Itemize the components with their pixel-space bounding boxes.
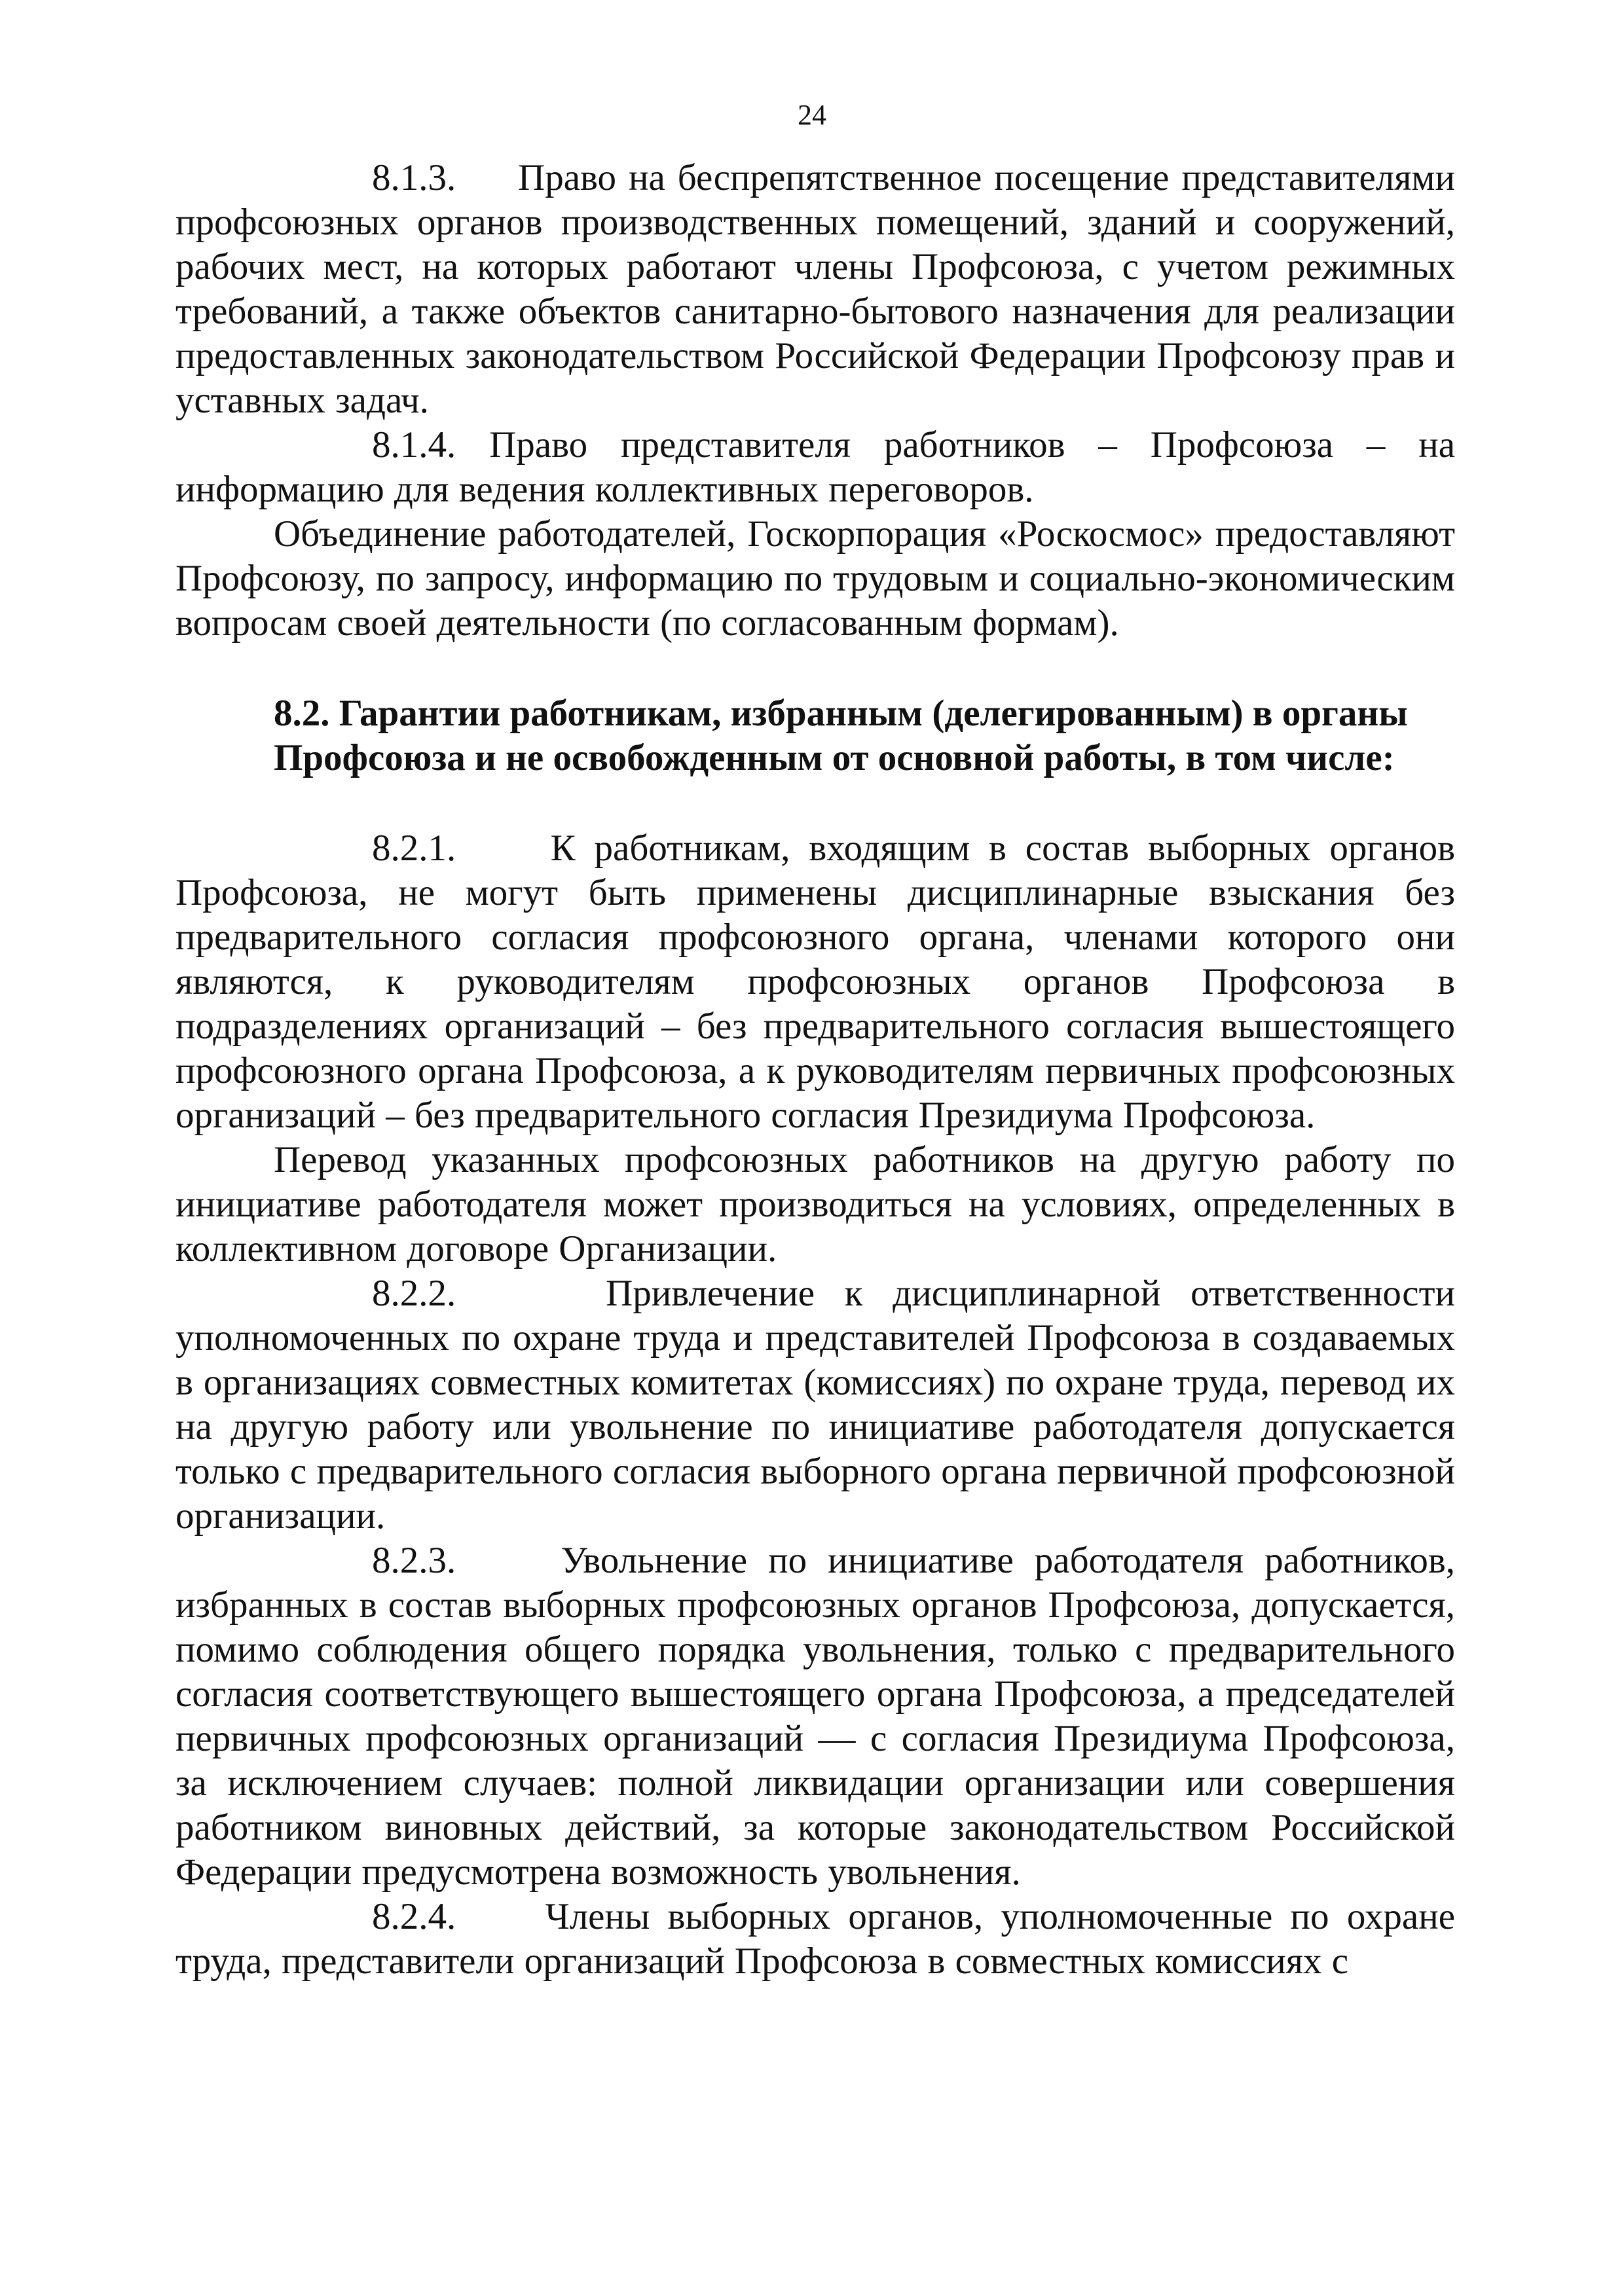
clause-text: Право представителя работников – Профсоюза – на информацию для ведения коллективных переговоров. [175, 424, 1456, 510]
paragraph-8-1-4 [175, 423, 1455, 512]
paragraph-8-2-3 [175, 1539, 1455, 1895]
paragraph-8-2-4 [175, 1895, 1455, 1984]
clause-text: Право на беспрепятственное посещение представителями профсоюзных органов производственных помещений, зданий и сооружений, рабочих мест, на которых работают члены Профсоюза, с учетом режимных требований, а также объектов санитарно-бытового назначения для реализации предоставленных законодательством Российской Федерации Профсоюзу прав и уставных задач. [175, 157, 1455, 421]
clause-number: 8.2.2. [372, 1273, 456, 1314]
clause-text: Перевод указанных профсоюзных работников на другую работу по инициативе работодателя может производиться на условиях, определенных в коллективном договоре Организации. [175, 1139, 1455, 1269]
heading-line-1: 8.2. Гарантии работникам, избранным (делегированным) в органы [274, 693, 1408, 734]
paragraph-8-1-3 [175, 156, 1455, 423]
clause-text: Привлечение к дисциплинарной ответственности уполномоченных по охране труда и представителей Профсоюза в создаваемых в организациях совместных комитетах (комиссиях) по охране труда, перевод их на другую работу или увольнение по инициативе работодателя допускается только с предварительного согласия выборного органа первичной профсоюзной организации. [175, 1273, 1455, 1537]
clause-number: 8.2.1. [372, 828, 456, 869]
clause-number: 8.1.4. [372, 424, 456, 465]
section-heading-8-2 [175, 691, 1455, 780]
paragraph-8-2-2 [175, 1271, 1455, 1539]
paragraph-8-2-1-continued [175, 1138, 1455, 1271]
page-number: 24 [798, 99, 826, 131]
clause-text: Объединение работодателей, Госкорпорация «Роскосмос» предоставляют Профсоюзу, по запросу, информацию по трудовым и социально-экономическим вопросам своей деятельности (по согласованным формам). [175, 513, 1455, 644]
document-body [175, 156, 1455, 1984]
clause-number: 8.2.3. [372, 1540, 456, 1581]
paragraph-8-2-1 [175, 826, 1455, 1138]
clause-number: 8.1.3. [372, 157, 456, 198]
clause-text: К работникам, входящим в состав выборных органов Профсоюза, не могут быть применены дисциплинарные взыскания без предварительного согласия профсоюзного органа, членами которого они являются, к руководителям профсоюзных органов Профсоюза в подразделениях организаций – без предварительного согласия вышестоящего профсоюзного органа Профсоюза, а к руководителям первичных профсоюзных организаций – без предварительного согласия Президиума Профсоюза. [175, 828, 1456, 1136]
paragraph-8-1-4-continued [175, 512, 1455, 646]
clause-text: Увольнение по инициативе работодателя работников, избранных в состав выборных профсоюзных органов Профсоюза, допускается, помимо соблюдения общего порядка увольнения, только с предварительного согласия соответствующего вышестоящего органа Профсоюза, а председателей первичных профсоюзных организаций — с согласия Президиума Профсоюза, за исключением случаев: полной ликвидации организации или совершения работником виновных действий, за которые законодательством Российской Федерации предусмотрена возможность увольнения. [175, 1540, 1455, 1893]
clause-number: 8.2.4. [372, 1896, 456, 1937]
clause-text: Члены выборных органов, уполномоченные по охране труда, представители организаций Профсоюза в совместных комиссиях с [175, 1896, 1456, 1982]
heading-line-2: Профсоюза и не освобожденным от основной работы, в том числе: [274, 737, 1395, 778]
